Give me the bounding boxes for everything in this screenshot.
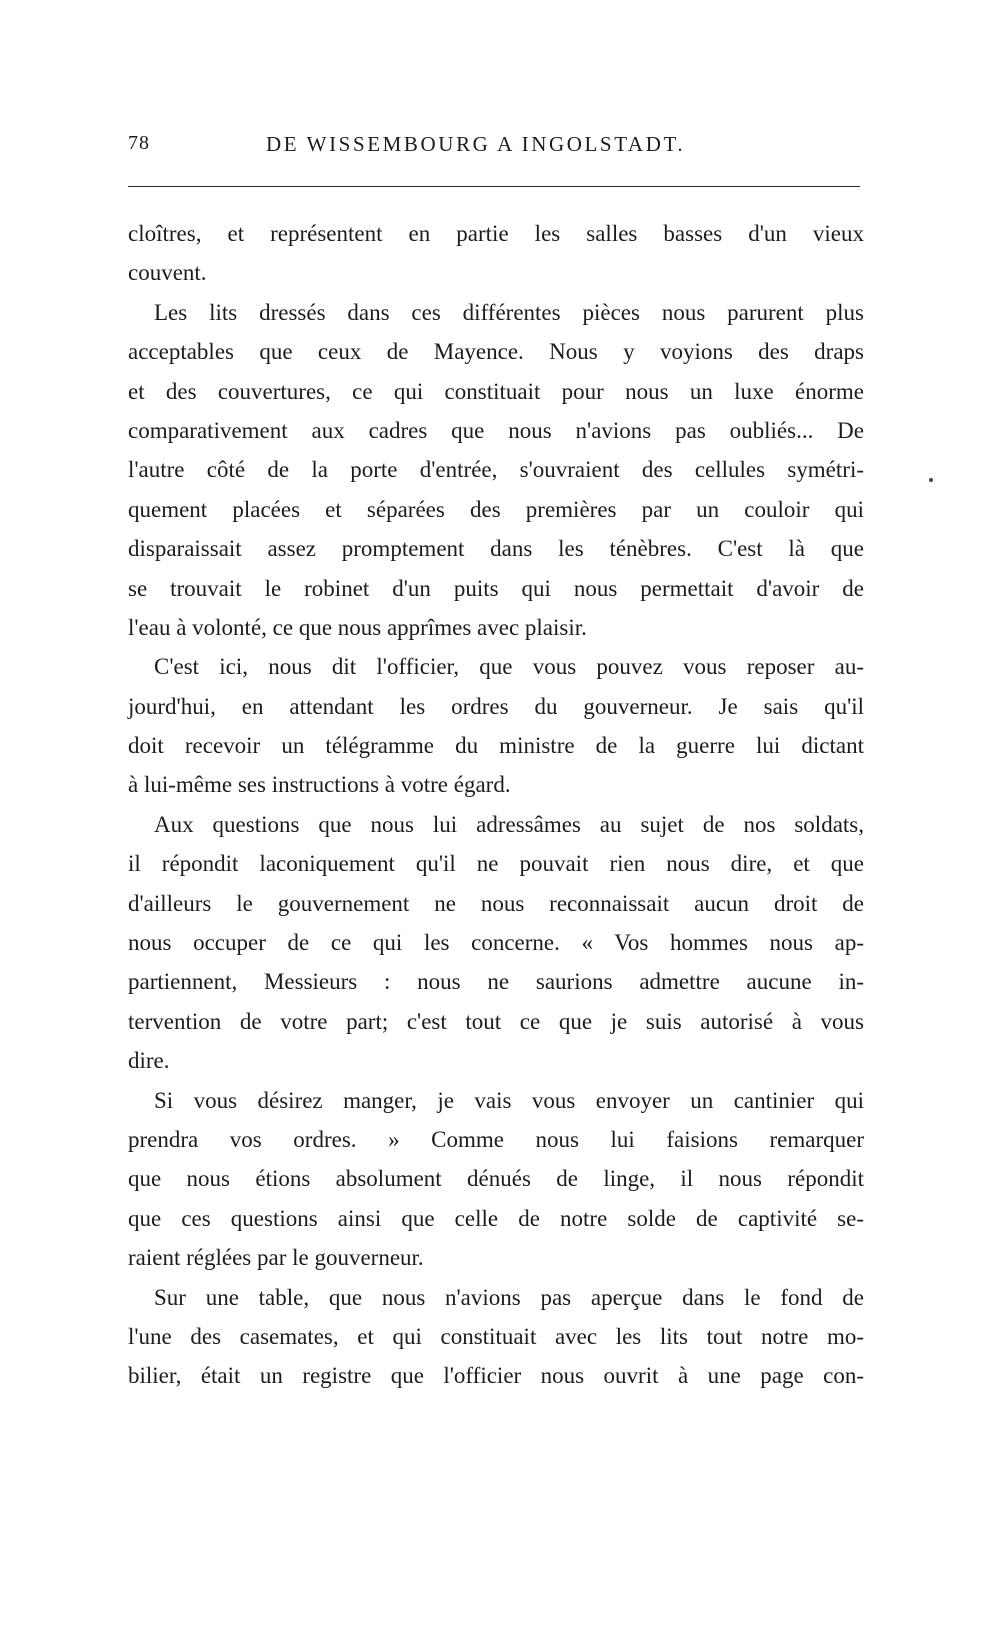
text-line: doit recevoir un télégramme du ministre de la guerre lui dictant bbox=[128, 733, 864, 759]
text-line: C'est ici, nous dit l'officier, que vous pouvez vous reposer au- bbox=[154, 654, 864, 680]
header-rule bbox=[128, 186, 860, 187]
text-line: dire. bbox=[128, 1048, 170, 1074]
running-title: DE WISSEMBOURG A INGOLSTADT. bbox=[266, 132, 686, 156]
text-line: comparativement aux cadres que nous n'avions pas oubliés... De bbox=[128, 417, 864, 443]
text-line: jourd'hui, en attendant les ordres du gouverneur. Je sais qu'il bbox=[128, 693, 864, 719]
text-line: il répondit laconiquement qu'il ne pouvait rien nous dire, et que bbox=[128, 851, 864, 877]
text-line: que nous étions absolument dénués de linge, il nous répondit bbox=[128, 1166, 864, 1192]
text-line: Sur une table, que nous n'avions pas aperçue dans le fond de bbox=[154, 1284, 864, 1310]
text-line: que ces questions ainsi que celle de notre solde de captivité se- bbox=[128, 1205, 864, 1231]
text-line: Les lits dressés dans ces différentes pièces nous parurent plus bbox=[154, 299, 864, 325]
text-line: l'autre côté de la porte d'entrée, s'ouvraient des cellules symétri- bbox=[128, 457, 864, 483]
text-line: bilier, était un registre que l'officier nous ouvrit à une page con- bbox=[128, 1363, 864, 1389]
text-line: prendra vos ordres. » Comme nous lui faisions remarquer bbox=[128, 1126, 864, 1152]
page-number: 78 bbox=[128, 132, 150, 154]
text-line: à lui-même ses instructions à votre égard. bbox=[128, 772, 511, 798]
text-line: Aux questions que nous lui adressâmes au sujet de nos soldats, bbox=[154, 811, 864, 837]
text-line: d'ailleurs le gouvernement ne nous reconnaissait aucun droit de bbox=[128, 890, 864, 916]
body-text bbox=[128, 214, 864, 1396]
text-line: partiennent, Messieurs : nous ne saurions admettre aucune in- bbox=[128, 969, 864, 995]
text-line: se trouvait le robinet d'un puits qui nous permettait d'avoir de bbox=[128, 575, 864, 601]
text-line: nous occuper de ce qui les concerne. « Vos hommes nous ap- bbox=[128, 930, 864, 956]
text-line: raient réglées par le gouverneur. bbox=[128, 1245, 424, 1271]
text-line: l'une des casemates, et qui constituait avec les lits tout notre mo- bbox=[128, 1323, 864, 1349]
text-line: couvent. bbox=[128, 260, 207, 286]
ink-speck bbox=[929, 478, 933, 482]
text-line: cloîtres, et représentent en partie les salles basses d'un vieux bbox=[128, 221, 864, 246]
text-line: Si vous désirez manger, je vais vous envoyer un cantinier qui bbox=[154, 1087, 864, 1113]
text-line: l'eau à volonté, ce que nous apprîmes avec plaisir. bbox=[128, 614, 587, 640]
text-line: tervention de votre part; c'est tout ce que je suis autorisé à vous bbox=[128, 1008, 864, 1034]
text-line: quement placées et séparées des premières par un couloir qui bbox=[128, 496, 864, 522]
running-head bbox=[128, 132, 860, 168]
text-line: acceptables que ceux de Mayence. Nous y voyions des draps bbox=[128, 339, 864, 365]
text-line: et des couvertures, ce qui constituait pour nous un luxe énorme bbox=[128, 378, 864, 404]
text-line: disparaissait assez promptement dans les ténèbres. C'est là que bbox=[128, 536, 864, 562]
